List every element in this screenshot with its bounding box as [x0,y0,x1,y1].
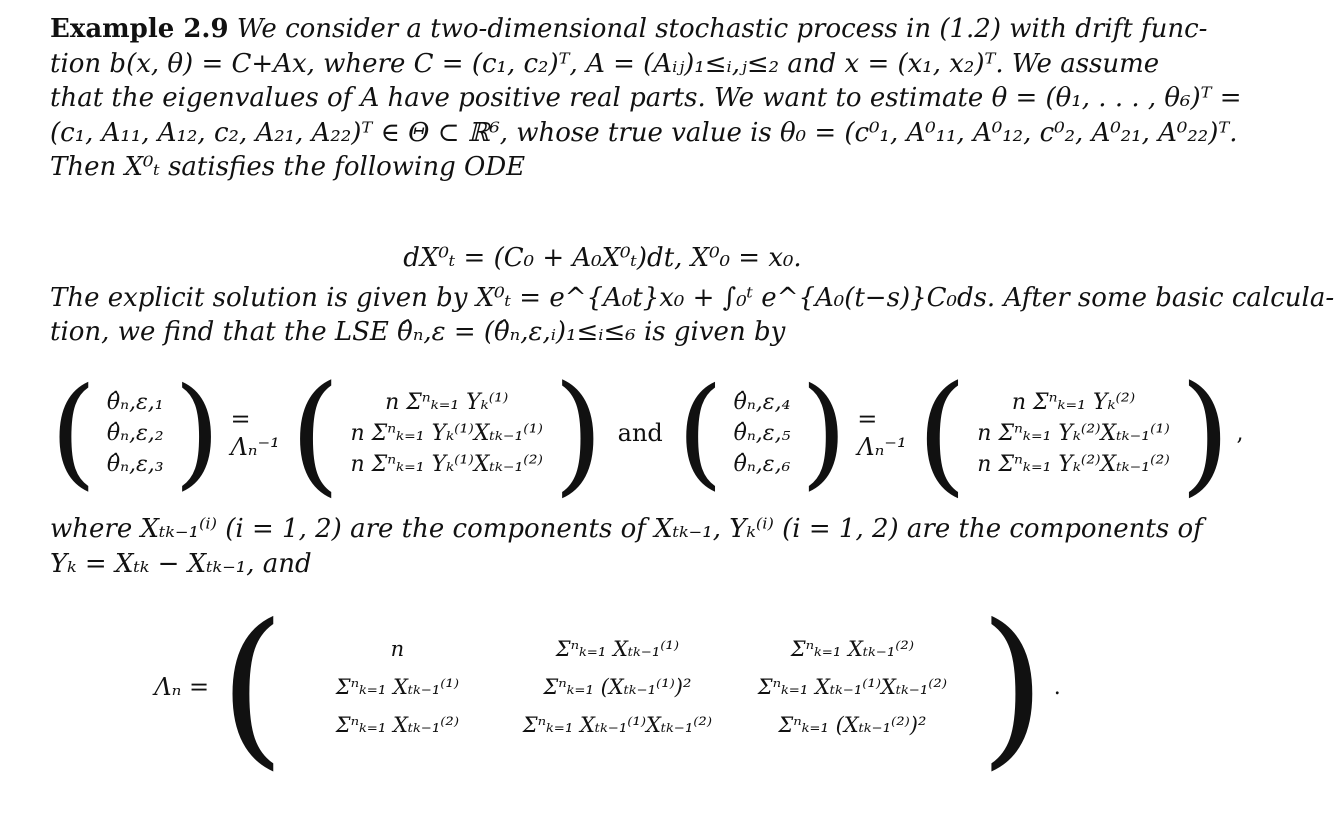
ode-equation: dX⁰ₜ = (C₀ + A₀X⁰ₜ)dt, X⁰₀ = x₀. [403,242,802,273]
text-line: tion b(x, θ) = C+Ax, where C = (c₁, c₂)ᵀ, A = (Aᵢⱼ)₁≤ᵢ,ⱼ≤₂ and x = (x₁, x₂)ᵀ. We assume [50,48,1160,79]
text-line: We consider a two-dimensional stochastic process in (1.2) with drift func- [236,14,1208,44]
inverse-lambda: = Λₙ⁻¹ [857,405,907,461]
example-paragraph [50,12,1242,185]
lambda-equation: Λₙ = ( n Σⁿₖ₌₁ Xₜₖ₋₁⁽¹⁾ Σⁿₖ₌₁ Xₜₖ₋₁⁽²⁾ Σⁿₖ₌₁ Xₜₖ₋₁⁽¹⁾ Σⁿₖ₌₁ (Xₜₖ₋₁⁽¹⁾)² Σⁿₖ₌₁ Xₜₖ₋₁⁽¹⁾Xₜₖ₋₁⁽²⁾ Σⁿₖ₌₁ Xₜₖ₋₁⁽²⁾ Σⁿₖ₌₁ Xₜₖ₋₁⁽¹⁾Xₜₖ₋₁⁽²⁾ Σⁿₖ₌₁ (Xₜₖ₋₁⁽²⁾)² ) . [154,588,1061,786]
solution-paragraph [50,281,1334,350]
and-text: and [617,419,663,447]
text-line: that the eigenvalues of A have positive real parts. We want to estimate θ = (θ₁, . . . , θ₆)ᵀ = [50,83,1242,113]
theta-vector-1: θ̂ₙ,ε,₁ θ̂ₙ,ε,₂ θ̂ₙ,ε,₃ [106,389,164,477]
text-line: (c₁, A₁₁, A₁₂, c₂, A₂₁, A₂₂)ᵀ ∈ Θ ⊂ ℝ⁶, whose true value is θ₀ = (c⁰₁, A⁰₁₁, A⁰₁₂, c⁰₂, A⁰₂₁, A⁰₂₂)ᵀ. [50,117,1238,148]
text-line: where Xₜₖ₋₁⁽ⁱ⁾ (i = 1, 2) are the components of Xₜₖ₋₁, Yₖ⁽ⁱ⁾ (i = 1, 2) are the components of [50,514,1203,544]
lambda-lhs: Λₙ = [154,673,210,701]
text-line: Then X⁰ₜ satisfies the following ODE [50,152,526,182]
rhs-vector-1: n Σⁿₖ₌₁ Yₖ⁽¹⁾ n Σⁿₖ₌₁ Yₖ⁽¹⁾Xₜₖ₋₁⁽¹⁾ n Σⁿₖ₌₁ Yₖ⁽¹⁾Xₜₖ₋₁⁽²⁾ [350,389,543,477]
example-label: Example 2.9 [50,14,229,44]
text-line: The explicit solution is given by X⁰ₜ = e^{A₀t}x₀ + ∫₀ᵗ e^{A₀(t−s)}C₀ds. After some basic calcula- [50,282,1334,313]
text-line: tion, we find that the LSE θ̂ₙ,ε = (θ̂ₙ,ε,ᵢ)₁≤ᵢ≤₆ is given by [50,317,786,347]
text-line: Yₖ = Xₜₖ − Xₜₖ₋₁, and [50,548,312,579]
inverse-lambda: = Λₙ⁻¹ [230,405,280,461]
rhs-vector-2: n Σⁿₖ₌₁ Yₖ⁽²⁾ n Σⁿₖ₌₁ Yₖ⁽²⁾Xₜₖ₋₁⁽¹⁾ n Σⁿₖ₌₁ Yₖ⁽²⁾Xₜₖ₋₁⁽²⁾ [977,389,1170,477]
document-page [50,12,1334,350]
theta-vector-2: θ̂ₙ,ε,₄ θ̂ₙ,ε,₅ θ̂ₙ,ε,₆ [733,389,791,477]
components-paragraph-wrap [50,512,1203,581]
components-paragraph [50,512,1203,581]
lambda-matrix: n Σⁿₖ₌₁ Xₜₖ₋₁⁽¹⁾ Σⁿₖ₌₁ Xₜₖ₋₁⁽²⁾ Σⁿₖ₌₁ Xₜₖ₋₁⁽¹⁾ Σⁿₖ₌₁ (Xₜₖ₋₁⁽¹⁾)² Σⁿₖ₌₁ Xₜₖ₋₁⁽¹⁾Xₜₖ₋₁⁽²⁾ Σⁿₖ₌₁ Xₜₖ₋₁⁽²⁾ Σⁿₖ₌₁ Xₜₖ₋₁⁽¹⁾Xₜₖ₋₁⁽²⁾ Σⁿₖ₌₁ (Xₜₖ₋₁⁽²⁾)² [335,637,948,737]
estimator-equation: ( θ̂ₙ,ε,₁ θ̂ₙ,ε,₂ θ̂ₙ,ε,₃ ) = Λₙ⁻¹ ( n Σⁿₖ₌₁ Yₖ⁽¹⁾ n Σⁿₖ₌₁ Yₖ⁽¹⁾Xₜₖ₋₁⁽¹⁾ n Σⁿₖ₌₁ Yₖ⁽¹⁾Xₜₖ₋₁⁽²⁾ ) and ( θ̂ₙ,ε,₄ θ̂ₙ,ε,₅ θ̂ₙ,ε,₆ ) = Λₙ⁻¹ ( n Σⁿₖ₌₁ Yₖ⁽²⁾ n Σⁿₖ₌₁ Yₖ⁽²⁾Xₜₖ₋₁⁽¹⁾ n Σⁿₖ₌₁ Yₖ⁽²⁾Xₜₖ₋₁⁽²⁾ ) , [50,357,1244,509]
